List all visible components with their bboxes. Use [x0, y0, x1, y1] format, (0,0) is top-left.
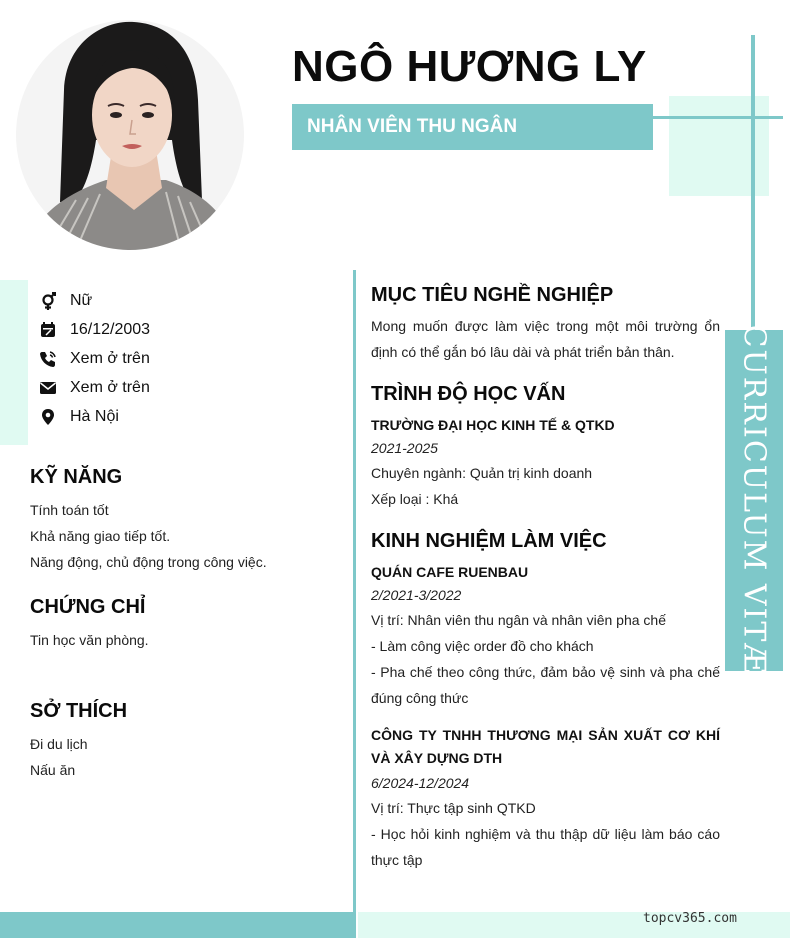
contact-location-text: Hà Nội	[70, 408, 119, 425]
skill-item: Năng động, chủ động trong công việc.	[30, 554, 267, 570]
contact-email-text: Xem ở trên	[70, 379, 150, 396]
job-duty: - Làm công việc order đồ cho khách	[371, 638, 594, 654]
job-duty: - Học hỏi kinh nghiệm và thu thập dữ liệu làm báo cáo thực tập	[371, 826, 720, 868]
education-major: Chuyên ngành: Quản trị kinh doanh	[371, 465, 593, 481]
contact-phone	[38, 347, 150, 371]
contact-birthday-text: 16/12/2003	[70, 321, 151, 338]
job-period: 2/2021-3/2022	[371, 587, 462, 603]
cv-side-banner	[725, 324, 783, 676]
mail-icon	[38, 378, 58, 398]
decor-right-horizontal-line	[650, 116, 783, 119]
hobby-item: Đi du lịch	[30, 736, 88, 752]
profile-photo	[16, 20, 244, 250]
certificates-title: CHỨNG CHỈ	[30, 596, 146, 618]
education-rank: Xếp loại : Khá	[371, 491, 459, 507]
experience-title: KINH NGHIỆM LÀM VIỆC	[371, 530, 607, 552]
job-duty: - Pha chế theo công thức, đảm bảo vệ sinh và pha chế đúng công thức	[371, 664, 720, 706]
skills-title: KỸ NĂNG	[30, 466, 123, 488]
phone-icon	[38, 349, 58, 369]
job-company: CÔNG TY TNHH THƯƠNG MẠI SẢN XUẤT CƠ KHÍ VÀ XÂY DỰNG DTH	[371, 727, 720, 766]
contact-location	[38, 405, 119, 429]
contact-birthday	[38, 318, 150, 342]
hobby-item: Nấu ăn	[30, 762, 76, 778]
education-period: 2021-2025	[371, 440, 438, 456]
contact-gender-text: Nữ	[70, 292, 93, 309]
footer-url: topcv365.com	[643, 911, 737, 926]
job-position: Vị trí: Thực tập sinh QTKD	[371, 800, 536, 816]
job-title: NHÂN VIÊN THU NGÂN	[307, 116, 518, 137]
education-title: TRÌNH ĐỘ HỌC VẤN	[371, 383, 566, 405]
candidate-name: NGÔ HƯƠNG LY	[292, 42, 647, 91]
gender-icon	[38, 291, 58, 311]
location-icon	[38, 407, 58, 427]
job-position: Vị trí: Nhân viên thu ngân và nhân viên pha chế	[371, 612, 666, 628]
contact-gender	[38, 289, 92, 313]
certificate-item: Tin học văn phòng.	[30, 632, 149, 648]
objective-text: Mong muốn được làm việc trong một môi trường ổn định có thể gắn bó lâu dài và phát triển bản thân.	[371, 318, 720, 360]
job-period: 6/2024-12/2024	[371, 775, 470, 791]
cv-label: CURRICULUM VITÆ	[736, 324, 772, 676]
job-title-banner	[292, 104, 653, 150]
column-divider	[353, 270, 356, 938]
education-school: TRƯỜNG ĐẠI HỌC KINH TẾ & QTKD	[371, 417, 615, 433]
footer-teal-bar	[0, 912, 356, 938]
hobbies-title: SỞ THÍCH	[30, 700, 128, 722]
objective-title: MỤC TIÊU NGHỀ NGHIỆP	[371, 284, 614, 306]
job-company: QUÁN CAFE RUENBAU	[371, 564, 529, 580]
skill-item: Khả năng giao tiếp tốt.	[30, 528, 171, 544]
skill-item: Tính toán tốt	[30, 502, 109, 518]
contact-phone-text: Xem ở trên	[70, 350, 150, 367]
calendar-icon	[38, 320, 58, 340]
decor-left-mint-bar	[0, 280, 28, 445]
contact-email	[38, 376, 150, 400]
